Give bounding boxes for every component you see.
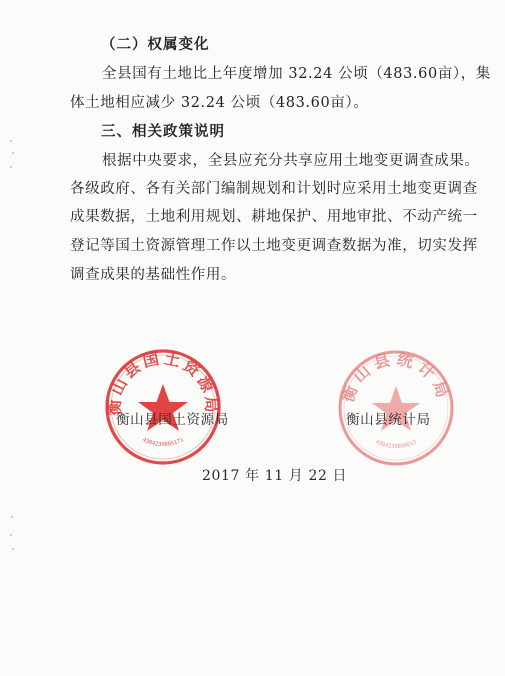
section-2-line-2: 体土地相应减少 32.24 公顷（483.60亩）。 [70, 95, 369, 111]
signature-statistics-bureau: 衡山县统计局 [346, 412, 431, 428]
scan-speck [12, 548, 14, 550]
signature-land-bureau: 衡山县国土资源局 [116, 412, 229, 428]
scan-speck [10, 166, 12, 168]
section-3-heading: 三、相关政策说明 [101, 124, 225, 140]
section-3-line-4: 登记等国土资源管理工作以土地变更调查数据为准，切实发挥 [70, 238, 478, 254]
scan-speck [10, 140, 12, 142]
section-3-line-3: 成果数据，土地利用规划、耕地保护、用地审批、不动产统一 [70, 209, 478, 225]
section-2-heading: （二）权属变化 [101, 37, 210, 53]
official-seal-land-bureau [102, 346, 224, 468]
issue-date: 2017 年 11 月 22 日 [202, 468, 348, 484]
scan-speck [11, 516, 13, 518]
svg-text:4304230000013: 4304230000013 [374, 439, 418, 451]
section-3-line-1: 根据中央要求，全县应充分共享应用土地变更调查成果。 [102, 153, 480, 169]
scan-speck [12, 152, 14, 154]
section-2-line-1: 全县国有土地比上年度增加 32.24 公顷（483.60亩），集 [102, 66, 491, 82]
scan-speck [10, 534, 12, 536]
svg-text:衡山县国土资源局: 衡山县国土资源局 [104, 348, 222, 416]
section-3-line-2: 各级政府、各有关部门编制规划和计划时应采用土地变更调查 [70, 181, 478, 197]
section-3-line-5: 调查成果的基础性作用。 [70, 267, 237, 283]
svg-text:衡山县统计局: 衡山县统计局 [337, 349, 455, 405]
svg-text:4304230005171: 4304230005171 [141, 437, 185, 449]
